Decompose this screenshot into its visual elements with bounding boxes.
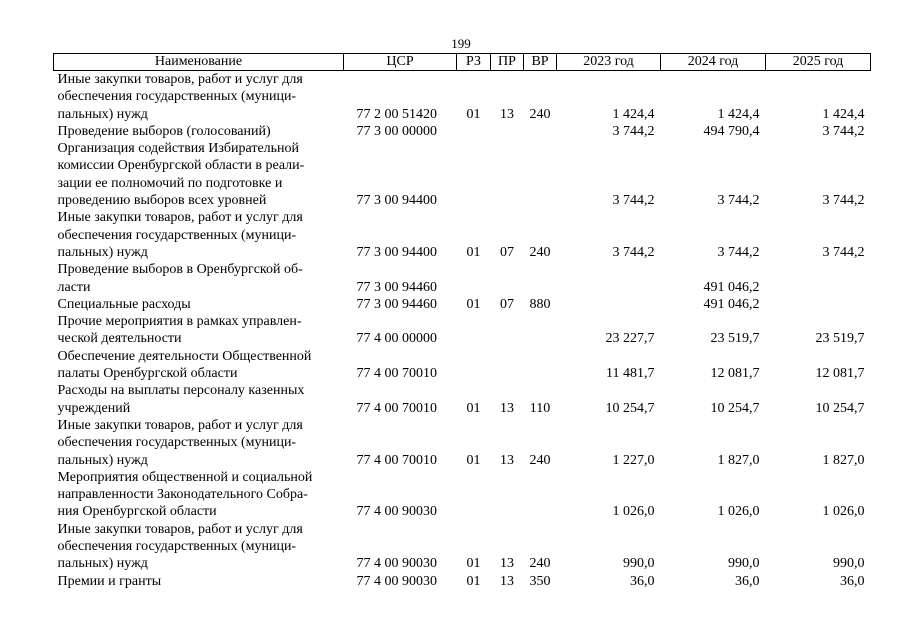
row-value-2025: 1 827,0 [822, 452, 865, 468]
row-csr: 77 4 00 70010 [356, 452, 437, 468]
row-value-2023 [557, 261, 661, 296]
row-csr: 77 3 00 94400 [356, 193, 437, 209]
row-name-line: Иные закупки товаров, работ и услуг для [57, 72, 303, 87]
row-pr [491, 469, 524, 521]
table-row [54, 382, 871, 417]
row-value-2024: 491 046,2 [703, 296, 760, 312]
row-pr: 13 [500, 452, 514, 468]
row-name [54, 469, 344, 521]
row-name-line: учреждений [57, 400, 131, 416]
row-value-2025: 36,0 [840, 573, 865, 589]
row-name-line: обеспечения государственных (муници- [57, 227, 297, 243]
row-pr: 13 [500, 400, 514, 416]
row-value-2023: 1 227,0 [612, 452, 655, 468]
row-value-2023: 11 481,7 [606, 366, 655, 382]
row-name [54, 209, 344, 261]
row-csr: 77 4 00 70010 [356, 400, 437, 416]
row-name [54, 313, 344, 348]
row-csr: 77 3 00 94400 [356, 244, 437, 260]
row-pr: 13 [500, 106, 514, 122]
row-name-line: Специальные расходы [57, 296, 191, 312]
header-vr: ВР [524, 54, 557, 71]
row-csr: 77 2 00 51420 [356, 106, 437, 122]
page-number: 199 [451, 36, 471, 51]
row-pr [491, 313, 524, 348]
row-value-2023: 3 744,2 [612, 193, 655, 209]
row-pr: 13 [500, 556, 514, 572]
row-name-line: пальных) нужд [57, 452, 148, 468]
row-vr: 350 [529, 573, 551, 589]
table-row [54, 313, 871, 348]
row-name [54, 417, 344, 469]
row-csr: 77 4 00 90030 [356, 556, 437, 572]
row-value-2024: 1 026,0 [717, 504, 760, 520]
header-2023: 2023 год [557, 54, 661, 71]
row-csr: 77 4 00 00000 [356, 331, 437, 347]
row-name-line: обеспечения государственных (муници- [57, 435, 297, 451]
row-vr [524, 348, 557, 383]
row-value-2024: 10 254,7 [710, 400, 760, 416]
row-value-2023: 23 227,7 [605, 331, 655, 347]
row-value-2024: 36,0 [735, 573, 760, 589]
row-name-line: ческой деятельности [57, 331, 182, 347]
table-body [54, 71, 871, 590]
row-vr [524, 313, 557, 348]
row-rz: 01 [466, 573, 481, 589]
row-value-2025: 1 424,4 [822, 106, 865, 122]
row-rz: 01 [466, 244, 481, 260]
table-row [54, 261, 871, 296]
row-value-2025: 23 519,7 [815, 331, 865, 347]
row-value-2025 [766, 296, 871, 313]
row-vr [524, 140, 557, 209]
header-2024: 2024 год [661, 54, 766, 71]
row-csr: 77 4 00 90030 [356, 573, 437, 589]
row-name-line: Прочие мероприятия в рамках управлен- [57, 314, 302, 330]
row-vr: 240 [529, 452, 551, 468]
row-name-line: проведению выборов всех уровней [57, 193, 267, 209]
row-value-2024: 1 827,0 [717, 452, 760, 468]
row-value-2023: 990,0 [623, 556, 655, 572]
row-value-2024: 990,0 [728, 556, 760, 572]
row-pr [491, 123, 524, 140]
header-2025: 2025 год [766, 54, 871, 71]
row-name-line: пальных) нужд [57, 556, 148, 572]
header-csr: ЦСР [344, 54, 457, 71]
row-value-2024: 12 081,7 [710, 366, 760, 382]
row-name-line: направленности Законодательного Собра- [57, 487, 308, 503]
row-rz [457, 140, 491, 209]
row-csr: 77 3 00 94460 [356, 296, 437, 312]
row-name-line: Иные закупки товаров, работ и услуг для [57, 417, 303, 433]
row-value-2023: 10 254,7 [605, 400, 655, 416]
row-value-2023: 1 026,0 [612, 504, 655, 520]
row-rz [457, 348, 491, 383]
header-pr: ПР [491, 54, 524, 71]
row-name-line: зации ее полномочий по подготовке и [57, 175, 283, 191]
row-rz: 01 [466, 106, 481, 122]
row-csr: 77 3 00 94460 [356, 279, 437, 295]
row-value-2024: 3 744,2 [717, 244, 760, 260]
row-value-2025: 12 081,7 [815, 366, 865, 382]
row-value-2025: 3 744,2 [822, 193, 865, 209]
row-name [54, 71, 344, 123]
row-rz [457, 469, 491, 521]
row-value-2025 [766, 261, 871, 296]
row-value-2024: 491 046,2 [703, 279, 760, 295]
row-name [54, 123, 344, 140]
row-value-2024: 1 424,4 [717, 106, 760, 122]
table-header-row [54, 54, 871, 71]
row-csr: 77 4 00 70010 [356, 366, 437, 382]
row-rz: 01 [466, 556, 481, 572]
row-rz: 01 [466, 296, 481, 312]
row-name-line: Организация содействия Избирательной [57, 141, 300, 157]
row-csr: 77 3 00 00000 [356, 123, 437, 139]
header-name: Наименование [54, 54, 344, 71]
header-rz: РЗ [457, 54, 491, 71]
budget-table [53, 53, 871, 590]
row-name-line: ласти [57, 279, 91, 295]
row-vr: 110 [529, 400, 551, 416]
row-rz [457, 313, 491, 348]
row-vr [524, 469, 557, 521]
row-name-line: пальных) нужд [57, 244, 148, 260]
row-name-line: комиссии Оренбургской области в реали- [57, 158, 305, 174]
row-value-2023: 1 424,4 [612, 106, 655, 122]
row-value-2024: 23 519,7 [710, 331, 760, 347]
row-rz [457, 261, 491, 296]
row-name [54, 573, 344, 590]
row-value-2023: 36,0 [630, 573, 655, 589]
row-name-line: ния Оренбургской области [57, 504, 217, 520]
row-name-line: пальных) нужд [57, 106, 148, 122]
row-name-line: Обеспечение деятельности Общественной [57, 348, 312, 364]
table-row [54, 209, 871, 261]
row-value-2023: 3 744,2 [612, 123, 655, 139]
table-row [54, 573, 871, 590]
row-value-2023: 3 744,2 [612, 244, 655, 260]
row-name-line: обеспечения государственных (муници- [57, 539, 297, 555]
table-row [54, 469, 871, 521]
row-pr [491, 140, 524, 209]
row-name [54, 296, 344, 313]
row-name-line: Проведение выборов (голосований) [57, 123, 271, 139]
row-name-line: Иные закупки товаров, работ и услуг для [57, 210, 303, 226]
row-vr: 880 [529, 296, 551, 312]
table-row [54, 417, 871, 469]
table-row [54, 140, 871, 209]
row-value-2025: 10 254,7 [815, 400, 865, 416]
row-pr [491, 261, 524, 296]
table-row [54, 71, 871, 123]
row-pr: 07 [500, 244, 514, 260]
table-row [54, 123, 871, 140]
row-vr [524, 123, 557, 140]
row-pr [491, 348, 524, 383]
row-name [54, 382, 344, 417]
row-name-line: Расходы на выплаты персоналу казенных [57, 383, 305, 399]
table-row [54, 521, 871, 573]
row-name-line: Проведение выборов в Оренбургской об- [57, 262, 303, 278]
row-name [54, 261, 344, 296]
row-vr: 240 [529, 556, 551, 572]
table-row [54, 348, 871, 383]
row-value-2025: 3 744,2 [822, 123, 865, 139]
row-vr: 240 [529, 244, 551, 260]
row-value-2024: 3 744,2 [717, 193, 760, 209]
row-value-2023 [557, 296, 661, 313]
row-value-2024: 494 790,4 [703, 123, 760, 139]
row-name [54, 521, 344, 573]
row-name-line: палаты Оренбургской области [57, 366, 238, 382]
row-csr: 77 4 00 90030 [356, 504, 437, 520]
row-name-line: Мероприятия общественной и социальной [57, 469, 313, 485]
row-vr [524, 261, 557, 296]
table-row [54, 296, 871, 313]
row-name [54, 140, 344, 209]
row-rz: 01 [466, 452, 481, 468]
row-value-2025: 3 744,2 [822, 244, 865, 260]
row-name-line: Иные закупки товаров, работ и услуг для [57, 521, 303, 537]
row-value-2025: 990,0 [833, 556, 865, 572]
row-name [54, 348, 344, 383]
row-rz [457, 123, 491, 140]
row-pr: 13 [500, 573, 514, 589]
row-pr: 07 [500, 296, 514, 312]
row-name-line: обеспечения государственных (муници- [57, 89, 297, 105]
row-value-2025: 1 026,0 [822, 504, 865, 520]
row-vr: 240 [529, 106, 551, 122]
row-rz: 01 [466, 400, 481, 416]
row-name-line: Премии и гранты [57, 573, 162, 589]
